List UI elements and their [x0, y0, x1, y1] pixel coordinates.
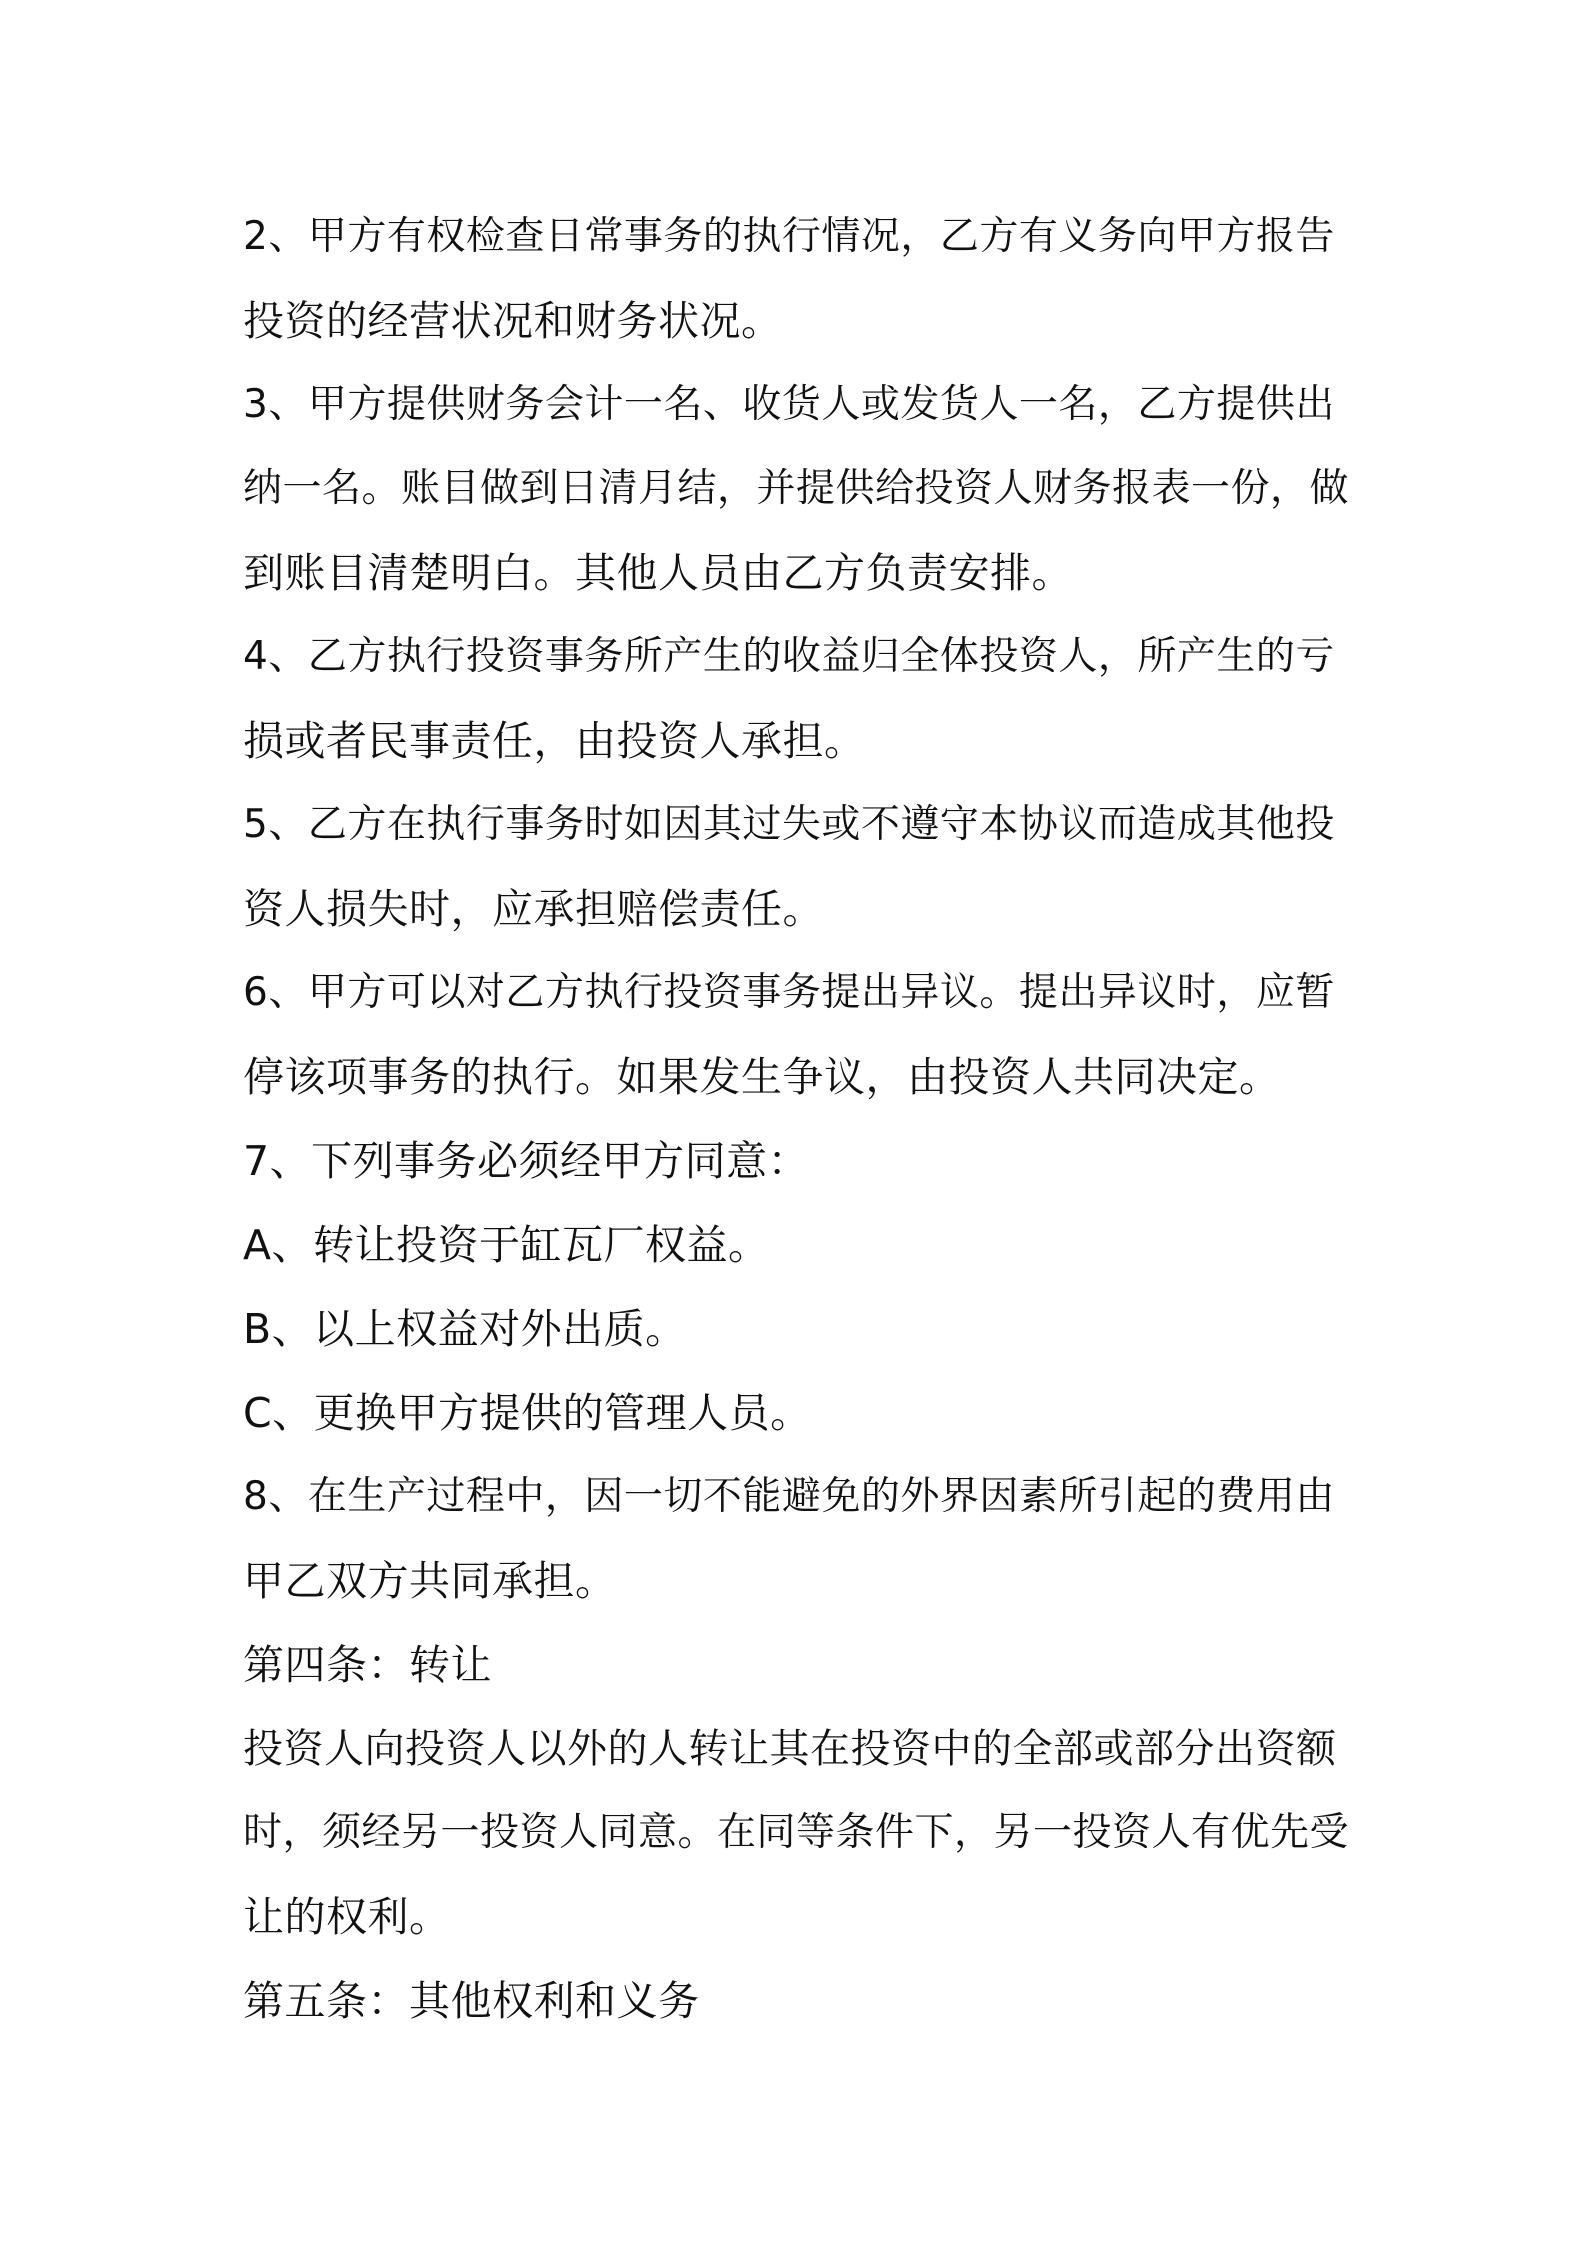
clause-6-line-2: 停该项事务的执行。如果发生争议，由投资人共同决定。 [243, 1053, 1281, 1101]
clause-7-item-c: C、更换甲方提供的管理人员。 [243, 1389, 812, 1437]
clause-7-item-a: A、转让投资于缸瓦厂权益。 [243, 1221, 770, 1269]
article-4-line-2: 时，须经另一投资人同意。在同等条件下，另一投资人有优先受 [243, 1810, 1350, 1855]
document-body [243, 195, 1361, 2043]
clause-4-line-2: 损或者民事责任，由投资人承担。 [243, 717, 866, 765]
article-4-heading: 第四条：转让 [243, 1641, 492, 1689]
clause-3-line-3: 到账目清楚明白。其他人员由乙方负责安排。 [243, 549, 1073, 597]
clause-8-line-1: 8、在生产过程中，因一切不能避免的外界因素所引起的费用由 [243, 1474, 1335, 1519]
article-5-heading: 第五条：其他权利和义务 [243, 1977, 700, 2025]
clause-3-line-2: 纳一名。账目做到日清月结，并提供给投资人财务报表一份，做 [243, 466, 1350, 511]
clause-2-line-2: 投资的经营状况和财务状况。 [243, 297, 783, 345]
clause-6-line-1: 6、甲方可以对乙方执行投资事务提出异议。提出异议时，应暂 [243, 970, 1335, 1015]
clause-2-line-1: 2、甲方有权检查日常事务的执行情况，乙方有义务向甲方报告 [243, 214, 1335, 259]
article-4-line-1: 投资人向投资人以外的人转让其在投资中的全部或部分出资额 [243, 1726, 1337, 1772]
clause-5-line-1: 5、乙方在执行事务时如因其过失或不遵守本协议而造成其他投 [243, 802, 1335, 847]
clause-7-item-b: B、以上权益对外出质。 [243, 1305, 687, 1353]
article-4-line-3: 让的权利。 [243, 1893, 451, 1941]
clause-4-line-1: 4、乙方执行投资事务所产生的收益归全体投资人，所产生的亏 [243, 634, 1335, 679]
clause-7-heading: 7、下列事务必须经甲方同意： [243, 1137, 810, 1185]
clause-5-line-2: 资人损失时，应承担赔偿责任。 [243, 885, 824, 933]
clause-3-line-1: 3、甲方提供财务会计一名、收货人或发货人一名，乙方提供出 [243, 382, 1335, 427]
clause-8-line-2: 甲乙双方共同承担。 [243, 1557, 617, 1605]
